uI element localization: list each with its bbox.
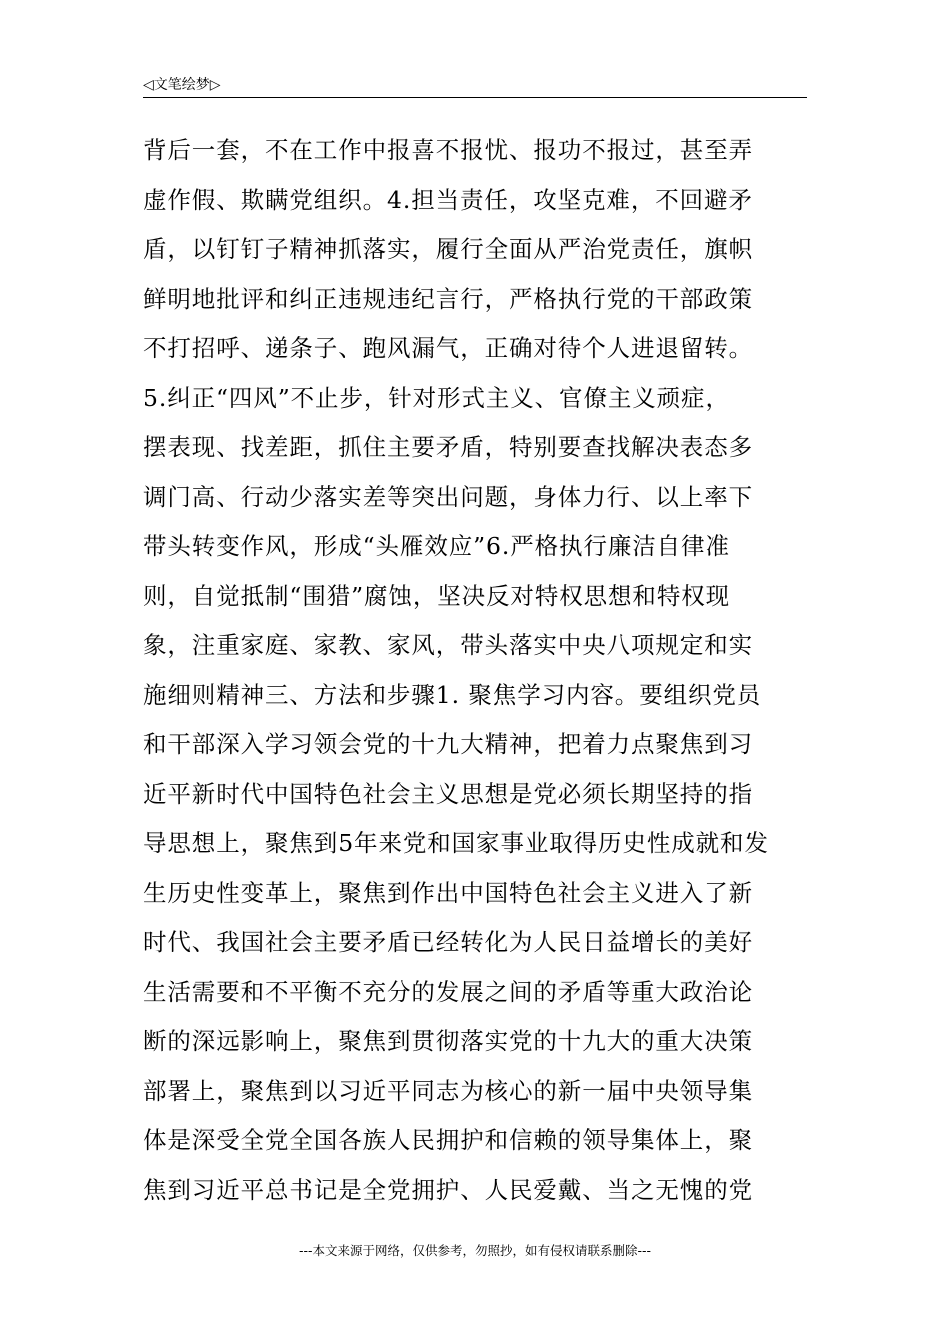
body-line: 近平新时代中国特色社会主义思想是党必须长期坚持的指 <box>143 779 753 808</box>
body-line: 摆表现、找差距，抓住主要矛盾，特别要查找解决表态多 <box>143 433 753 461</box>
body-line: 和干部深入学习领会党的十九大精神，把着力点聚焦到习 <box>143 730 753 758</box>
body-line: 部署上，聚焦到以习近平同志为核心的新一届中央领导集 <box>143 1076 753 1105</box>
page-header <box>143 72 807 100</box>
body-line: 象，注重家庭、家教、家风，带头落实中央八项规定和实 <box>143 631 753 659</box>
body-line: 生历史性变革上，聚焦到作出中国特色社会主义进入了新 <box>143 878 753 907</box>
body-line: 断的深远影响上，聚焦到贯彻落实党的十九大的重大决策 <box>143 1027 753 1055</box>
body-line: 导思想上，聚焦到5年来党和国家事业取得历史性成就和发 <box>143 829 769 857</box>
body-line: 背后一套，不在工作中报喜不报忧、报功不报过，甚至弄 <box>143 136 753 164</box>
body-line: 虚作假、欺瞒党组织。4.担当责任，攻坚克难，不回避矛 <box>143 185 753 214</box>
header-rule <box>143 97 807 98</box>
document-body <box>143 126 823 1215</box>
body-line: 5.纠正“四风”不止步，针对形式主义、官僚主义顽症， <box>143 383 730 412</box>
body-line: 带头转变作风，形成“头雁效应”6.严格执行廉洁自律准 <box>143 532 730 560</box>
body-line: 则，自觉抵制“围猎”腐蚀，坚决反对特权思想和特权现 <box>143 581 731 610</box>
body-line: 施细则精神三、方法和步骤1. 聚焦学习内容。要组织党员 <box>143 680 762 709</box>
page-footer-disclaimer: ---本文来源于网络，仅供参考，勿照抄，如有侵权请联系删除--- <box>298 1243 652 1258</box>
header-brand: ◁文笔绘梦▷ <box>143 77 221 93</box>
body-line: 调门高、行动少落实差等突出问题，身体力行、以上率下 <box>143 482 753 511</box>
body-line: 不打招呼、递条子、跑风漏气，正确对待个人进退留转。 <box>143 334 753 362</box>
body-line: 鲜明地批评和纠正违规违纪言行，严格执行党的干部政策 <box>143 284 753 313</box>
body-line: 焦到习近平总书记是全党拥护、人民爱戴、当之无愧的党 <box>143 1175 753 1204</box>
body-line: 时代、我国社会主要矛盾已经转化为人民日益增长的美好 <box>143 928 753 956</box>
body-line: 生活需要和不平衡不充分的发展之间的矛盾等重大政治论 <box>143 977 753 1006</box>
body-line: 体是深受全党全国各族人民拥护和信赖的领导集体上，聚 <box>143 1126 753 1154</box>
body-line: 盾，以钉钉子精神抓落实，履行全面从严治党责任，旗帜 <box>143 235 753 263</box>
